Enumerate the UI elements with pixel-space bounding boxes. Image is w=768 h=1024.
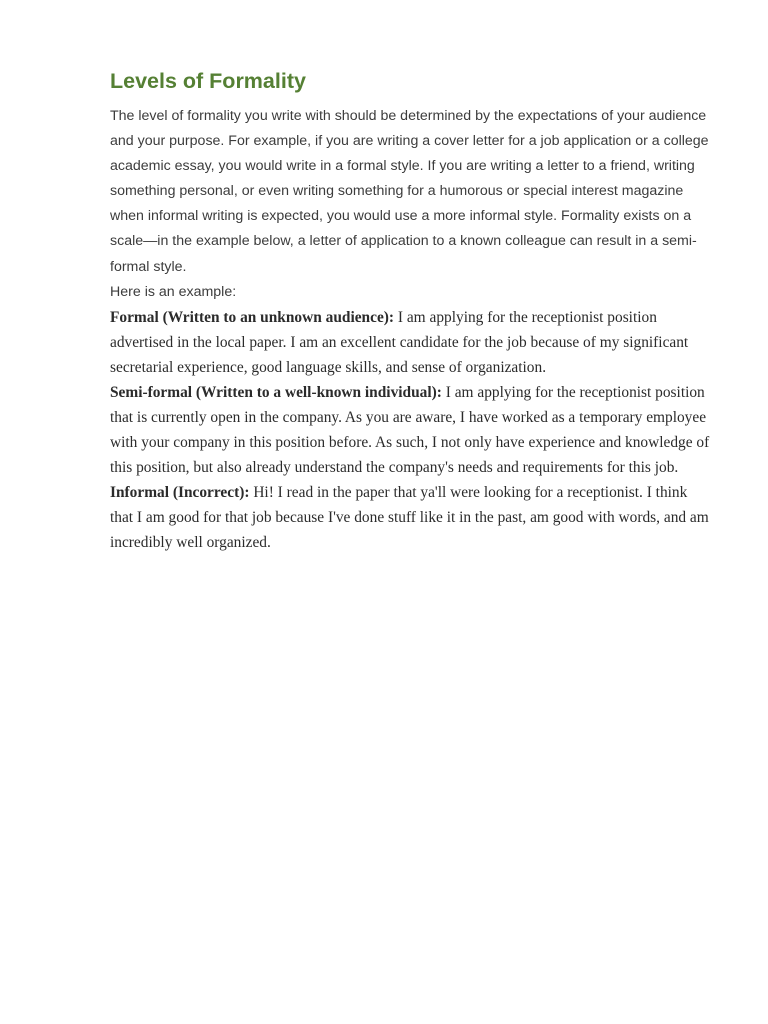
- example-label: Semi-formal (Written to a well-known individual):: [110, 383, 442, 401]
- page-title: Levels of Formality: [110, 69, 306, 93]
- example-semi-formal: [110, 380, 710, 480]
- example-formal: [110, 305, 710, 380]
- example-informal: [110, 480, 710, 555]
- document-page: [110, 66, 710, 555]
- example-lead-in: Here is an example:: [110, 283, 237, 300]
- intro-text: The level of formality you write with should be determined by the expectations of your audience and your purpose. For example, if you are writing a cover letter for a job application or a college academic essay, you would write in a formal style. If you are writing a letter to a friend, writing something personal, or even writing something for a humorous or special interest magazine when informal writing is expected, you would use a more informal style. Formality exists on a scale—in the example below, a letter of application to a known colleague can result in a semi-formal style.: [110, 108, 709, 275]
- example-text: I am applying for the receptionist position advertised in the local paper. I am an excellent candidate for the job because of my significant secretarial experience, good language skills, and sense of organization.: [110, 308, 689, 376]
- example-text: Hi! I read in the paper that ya'll were looking for a receptionist. I think that I am good for that job because I've done stuff like it in the past, am good with words, and am incredibly well organized.: [110, 483, 709, 551]
- intro-paragraph: [110, 104, 710, 305]
- example-text: I am applying for the receptionist position that is currently open in the company. As you are aware, I have worked as a temporary employee with your company in this position before. As such, I not only have experience and knowledge of this position, but also already understand the company's needs and requirements for this job.: [110, 383, 710, 476]
- example-label: Informal (Incorrect):: [110, 483, 250, 501]
- example-label: Formal (Written to an unknown audience):: [110, 308, 395, 326]
